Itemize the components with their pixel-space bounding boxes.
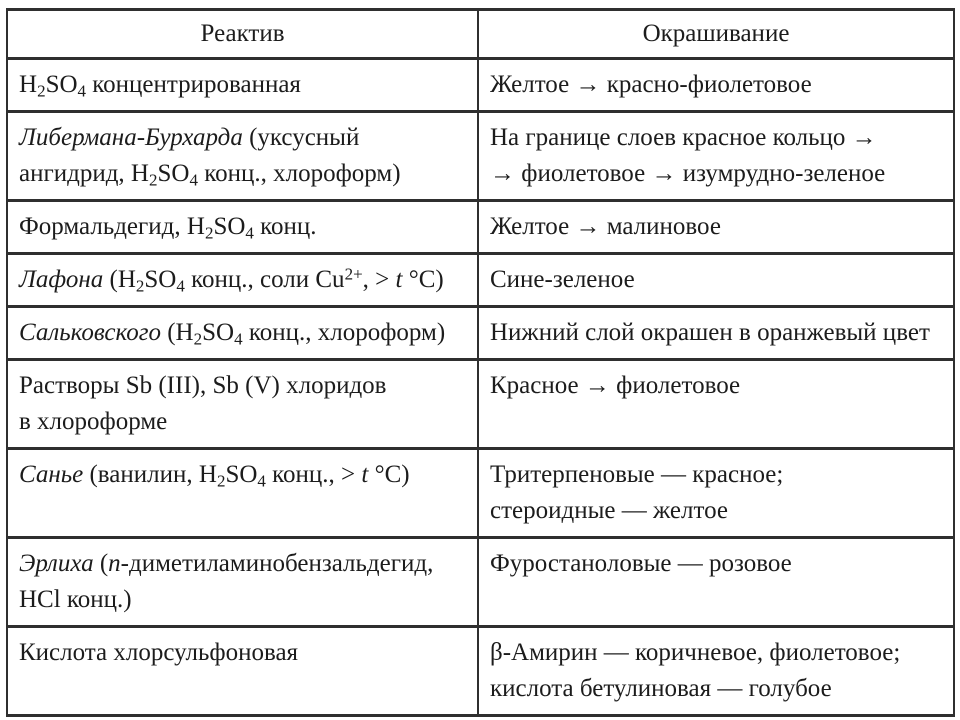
reagent-cell: Санье (ванилин, $H_2SO_4$ конц., > t °C) — [7, 449, 478, 538]
column-header-reagent: Реактив — [7, 10, 478, 59]
coloring-cell: На границе слоев красное кольцо → → фиолетовое → изумрудно-зеленое — [478, 112, 954, 201]
coloring-cell: Сине-зеленое — [478, 254, 954, 307]
coloring-cell: Красное → фиолетовое — [478, 360, 954, 449]
table-body — [7, 59, 954, 716]
header-row — [7, 10, 954, 59]
reagent-cell: $H_2SO_4$ концентрированная — [7, 59, 478, 112]
table-row — [7, 360, 954, 449]
table-header — [7, 10, 954, 59]
reagent-cell: Формальдегид, $H_2SO_4$ конц. — [7, 201, 478, 254]
reagent-color-table — [6, 8, 955, 717]
reagent-cell: Либермана-Бурхарда (уксусный ангидрид, $H_2SO_4$ конц., хлороформ) — [7, 112, 478, 201]
coloring-cell: β-Амирин — коричневое, фиолетовое; кислота бетулиновая — голубое — [478, 627, 954, 716]
table-row — [7, 112, 954, 201]
table-row — [7, 627, 954, 716]
reagent-cell: Кислота хлорсульфоновая — [7, 627, 478, 716]
coloring-cell: Желтое → малиновое — [478, 201, 954, 254]
reagent-cell: Эрлиха (п-диметиламинобензальдегид, HCl конц.) — [7, 538, 478, 627]
table-row — [7, 449, 954, 538]
reagent-cell: Растворы Sb (III), Sb (V) хлоридов в хлороформе — [7, 360, 478, 449]
table-row — [7, 254, 954, 307]
column-header-coloring: Окрашивание — [478, 10, 954, 59]
coloring-cell: Фуростаноловые — розовое — [478, 538, 954, 627]
table-row — [7, 201, 954, 254]
coloring-cell: Тритерпеновые — красное; стероидные — желтое — [478, 449, 954, 538]
table-row — [7, 538, 954, 627]
table-row — [7, 59, 954, 112]
coloring-cell: Нижний слой окрашен в оранжевый цвет — [478, 307, 954, 360]
coloring-cell: Желтое → красно-фиолетовое — [478, 59, 954, 112]
reagent-cell: Сальковского ($H_2SO_4$ конц., хлороформ) — [7, 307, 478, 360]
reagent-cell: Лафона ($H_2SO_4$ конц., соли $Cu^{2+}$, > t °C) — [7, 254, 478, 307]
table-row — [7, 307, 954, 360]
